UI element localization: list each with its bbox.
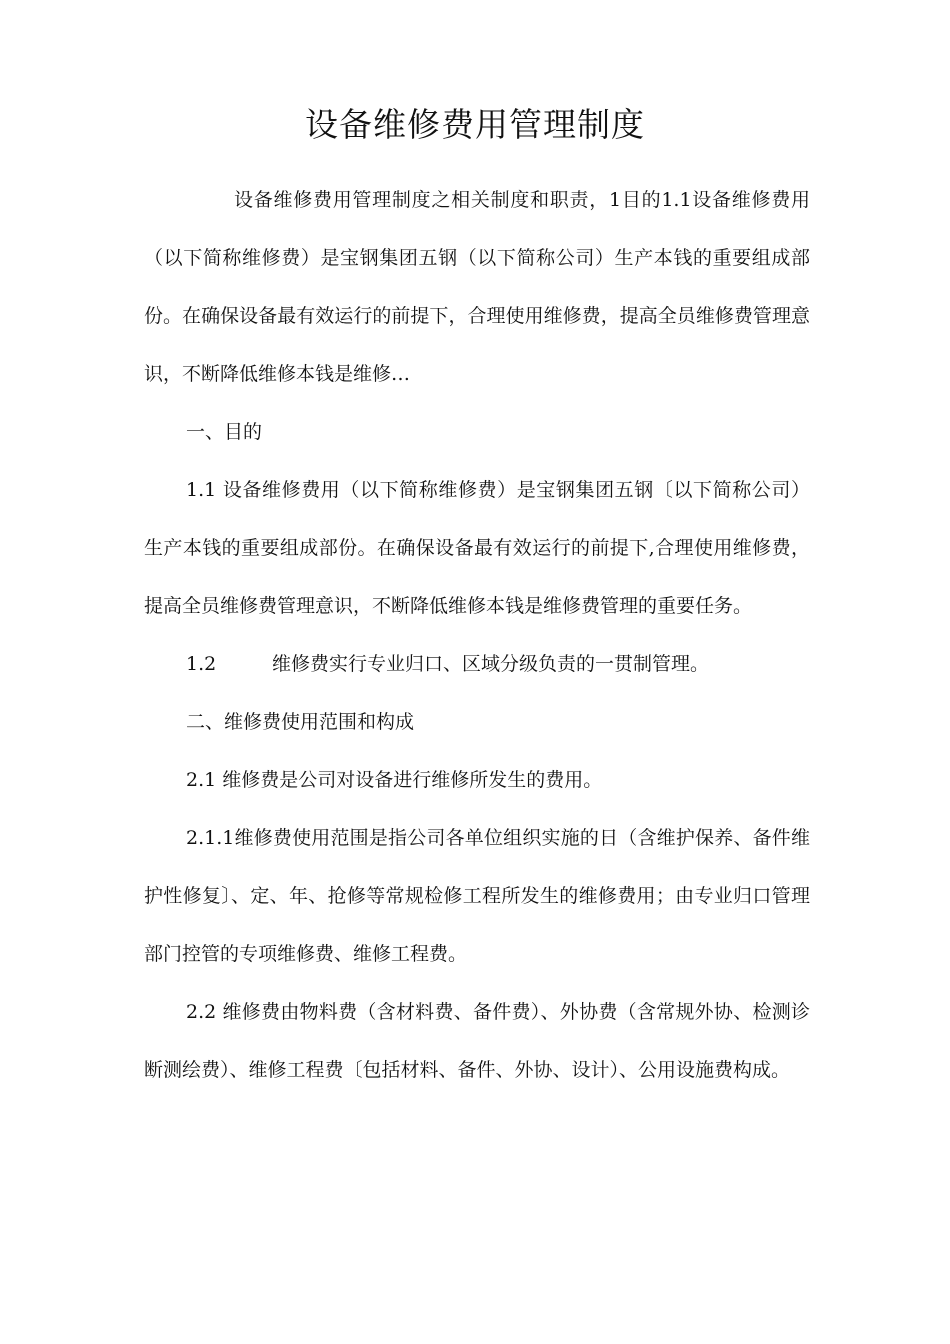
- document-body: [144, 171, 810, 1099]
- clause-number: 1.2: [186, 653, 217, 675]
- clause-2-1-1: 2.1.1维修费使用范围是指公司各单位组织实施的日（含维护保养、备件维护性修复〕、定、年、抢修等常规检修工程所发生的维修费用；由专业归口管理部门控管的专项维修费、维修工程费。: [144, 827, 810, 965]
- document-title: 设备维修费用管理制度: [305, 105, 645, 144]
- section-heading-purpose: 一、目的: [186, 421, 263, 443]
- clause-text: 维修费实行专业归口、区域分级负责的一贯制管理。: [272, 653, 710, 675]
- intro-paragraph: 设备维修费用管理制度之相关制度和职责，1目的1.1设备维修费用（以下简称维修费）是宝钢集团五钢（以下简称公司）生产本钱的重要组成部份。在确保设备最有效运行的前提下，合理使用维修费，提高全员维修费管理意识，不断降低维修本钱是维修…: [144, 189, 810, 385]
- section-heading-scope: 二、维修费使用范围和构成: [186, 711, 415, 733]
- clause-2-1: 2.1 维修费是公司对设备进行维修所发生的费用。: [186, 769, 603, 791]
- clause-1-1: 1.1 设备维修费用（以下简称维修费）是宝钢集团五钢〔以下简称公司）生产本钱的重要组成部份。在确保设备最有效运行的前提下,合理使用维修费，提高全员维修费管理意识，不断降低维修本钱是维修费管理的重要任务。: [144, 479, 810, 617]
- clause-1-2: [144, 635, 810, 693]
- clause-2-2: 2.2 维修费由物料费（含材料费、备件费）、外协费（含常规外协、检测诊断测绘费）、维修工程费〔包括材料、备件、外协、设计）、公用设施费构成。: [144, 1001, 810, 1081]
